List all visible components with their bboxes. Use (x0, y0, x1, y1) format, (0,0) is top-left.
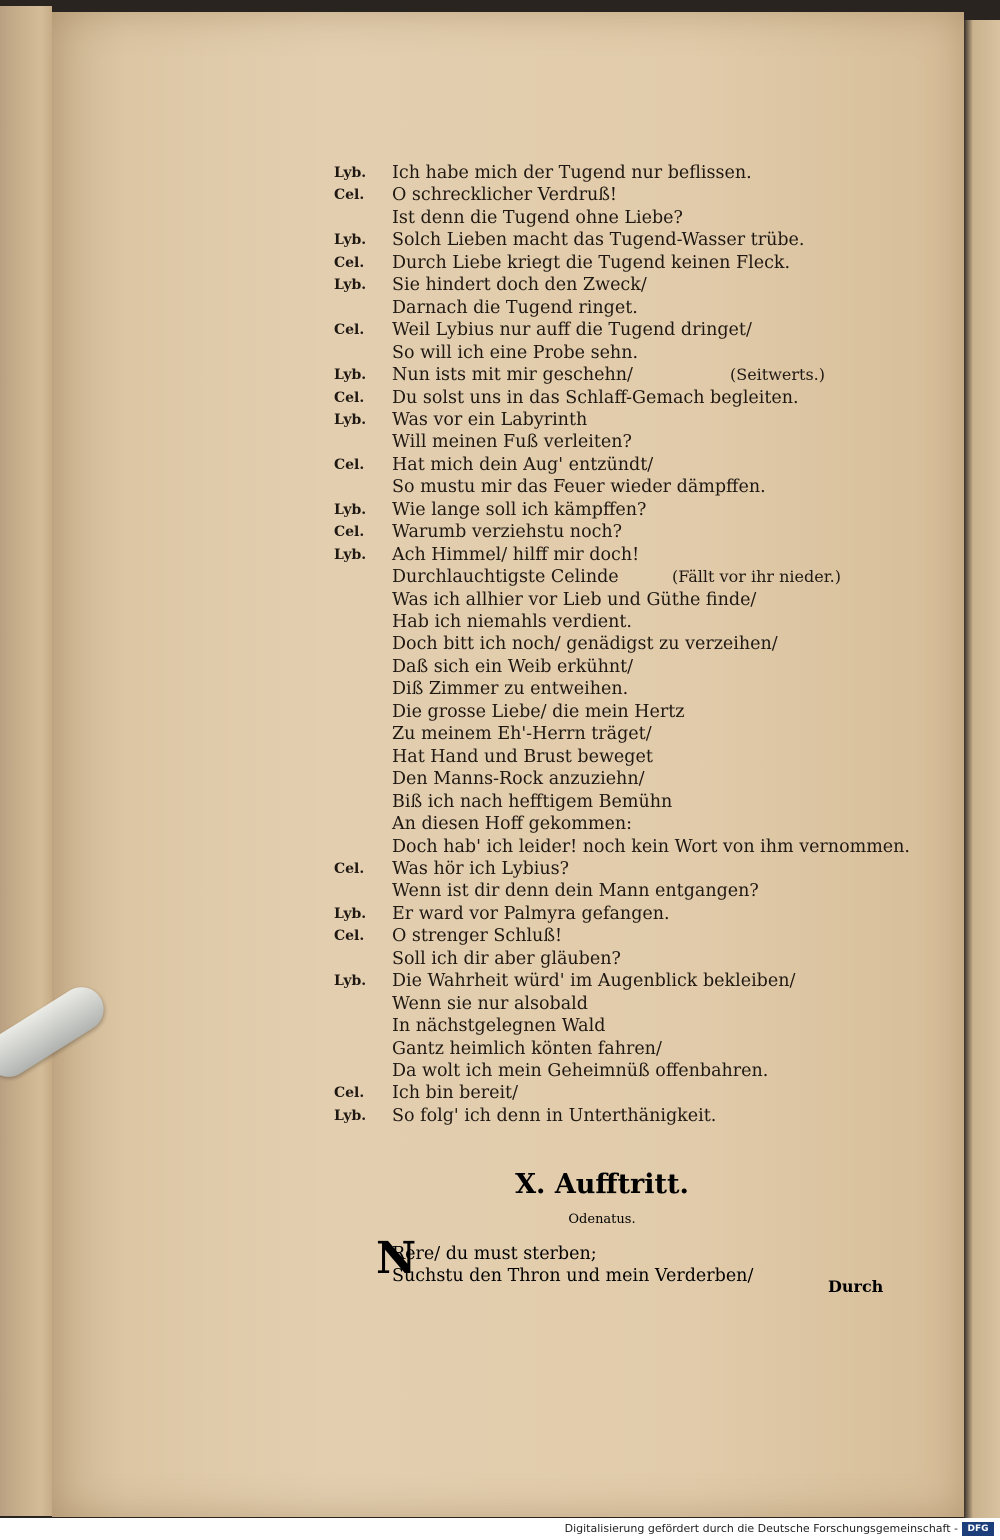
dialogue-line (52, 656, 964, 678)
line-text: Solch Lieben macht das Tugend-Wasser trübe. (392, 230, 805, 251)
line-text: Durch Liebe kriegt die Tugend keinen Fleck. (392, 252, 791, 273)
dialogue-line (52, 274, 964, 296)
line-text: Soll ich dir aber gläuben? (392, 948, 621, 969)
dialogue-line (52, 319, 964, 341)
line-text: Durchlauchtigste Celinde (392, 567, 619, 588)
speaker-label: Lyb. (334, 905, 367, 922)
dialogue-line (52, 723, 964, 745)
line-text: Was ich allhier vor Lieb und Güthe finde/ (392, 589, 757, 610)
line-text: Diß Zimmer zu entweihen. (392, 679, 629, 700)
line-text: Sie hindert doch den Zweck/ (392, 275, 647, 296)
line-text: Die grosse Liebe/ die mein Hertz (392, 701, 685, 722)
dialogue-line (52, 566, 964, 588)
speaker-label: Cel. (334, 860, 365, 877)
line-text: Ach Himmel/ hilff mir doch! (392, 544, 640, 565)
dialogue-line (52, 252, 964, 274)
dialogue-line (52, 611, 964, 633)
dialogue-line (52, 948, 964, 970)
speaker-label: Cel. (334, 524, 365, 541)
dialogue-line (52, 409, 964, 431)
speaker-label: Cel. (334, 389, 365, 406)
line-text: Weil Lybius nur auff die Tugend dringet/ (392, 320, 752, 341)
line-text: An diesen Hoff gekommen: (392, 814, 633, 835)
line-text: Du solst uns in das Schlaff-Gemach begleiten. (392, 387, 799, 408)
dialogue-line (52, 297, 964, 319)
catchword: Durch (828, 1277, 884, 1296)
speaker-label: Cel. (334, 456, 365, 473)
speaker-label: Cel. (334, 322, 365, 339)
line-text: Wenn sie nur alsobald (392, 993, 588, 1014)
stage-direction: (Seitwerts.) (730, 365, 825, 385)
line-text: So will ich eine Probe sehn. (392, 342, 639, 363)
speaker-label: Cel. (334, 928, 365, 945)
speaker-label: Lyb. (334, 367, 367, 384)
dialogue-line (52, 768, 964, 790)
page-edge-right (964, 20, 1000, 1520)
drop-cap: N (376, 1233, 417, 1284)
speaker-label: Cel. (334, 187, 365, 204)
line-text: Biß ich nach hefftigem Bemühn (392, 791, 673, 812)
line-text: Ist denn die Tugend ohne Liebe? (392, 207, 683, 228)
dialogue-line (52, 836, 964, 858)
dialogue-line (52, 342, 964, 364)
dialogue-line (52, 207, 964, 229)
line-text: So mustu mir das Feuer wieder dämpffen. (392, 477, 766, 498)
dialogue-line (52, 791, 964, 813)
line-text: Warumb verziehstu noch? (392, 522, 623, 543)
dialogue-line (52, 903, 964, 925)
dialogue-line (52, 1015, 964, 1037)
line-text: Ich bin bereit/ (392, 1083, 518, 1104)
dialogue-line (52, 364, 964, 386)
line-text: Er ward vor Palmyra gefangen. (392, 903, 670, 924)
dialogue-line (52, 746, 964, 768)
scene-line-1: Rere/ du must sterben; (392, 1244, 597, 1264)
dialogue-line (52, 499, 964, 521)
dialogue-line (52, 1082, 964, 1104)
line-text: So folg' ich denn in Unterthänigkeit. (392, 1105, 717, 1126)
dialogue-line (52, 1038, 964, 1060)
line-text: Was vor ein Labyrinth (392, 409, 588, 430)
line-text: Ich habe mich der Tugend nur beflissen. (392, 163, 752, 183)
dialogue-line (52, 1060, 964, 1082)
dialogue-line (52, 162, 964, 184)
line-text: Wenn ist dir denn dein Mann entgangen? (392, 881, 759, 902)
dialogue-line (52, 678, 964, 700)
line-text: O strenger Schluß! (392, 926, 563, 947)
dfg-logo-icon: DFG (962, 1522, 994, 1536)
line-text: O schrecklicher Verdruß! (392, 185, 617, 206)
line-text: Daß sich ein Weib erkühnt/ (392, 656, 634, 677)
dialogue-line (52, 476, 964, 498)
speaker-label: Lyb. (334, 232, 367, 249)
stage-direction: (Fällt vor ihr nieder.) (672, 567, 841, 587)
dialogue-line (52, 970, 964, 992)
line-text: Darnach die Tugend ringet. (392, 297, 638, 318)
line-text: Will meinen Fuß verleiten? (392, 432, 632, 453)
dialogue-line (52, 858, 964, 880)
scene-heading: X. Aufftritt. (515, 1169, 689, 1200)
dialogue-line (52, 880, 964, 902)
speaker-label: Lyb. (334, 501, 367, 518)
speaker-label: Lyb. (334, 973, 367, 990)
scene-character: Odenatus. (568, 1212, 636, 1227)
line-text: In nächstgelegnen Wald (392, 1016, 606, 1037)
dialogue-line (52, 589, 964, 611)
line-text: Zu meinem Eh'-Herrn träget/ (392, 724, 652, 745)
dialogue-line (52, 1105, 964, 1127)
dialogue-line (52, 701, 964, 723)
dialogue-line (52, 184, 964, 206)
line-text: Hab ich niemahls verdient. (392, 612, 632, 632)
dialogue-line (52, 454, 964, 476)
speaker-label: Lyb. (334, 411, 367, 428)
digitization-footer (0, 1518, 1000, 1540)
dialogue-line (52, 633, 964, 655)
line-text: Doch bitt ich noch/ genädigst zu verzeihen/ (392, 634, 778, 655)
speaker-label: Lyb. (334, 165, 367, 181)
line-text: Was hör ich Lybius? (392, 858, 570, 879)
dialogue-line (52, 544, 964, 566)
scene-line-2: Suchstu den Thron und mein Verderben/ (392, 1266, 754, 1286)
speaker-label: Cel. (334, 1085, 365, 1102)
speaker-label: Cel. (334, 254, 365, 271)
speaker-label: Lyb. (334, 1107, 367, 1124)
dialogue-line (52, 521, 964, 543)
dialogue-line (52, 387, 964, 409)
dialogue-line (52, 813, 964, 835)
line-text: Gantz heimlich könten fahren/ (392, 1038, 662, 1059)
line-text: Wie lange soll ich kämpffen? (392, 499, 647, 520)
speaker-label: Lyb. (334, 546, 367, 563)
speaker-label: Lyb. (334, 277, 367, 294)
book-page (52, 12, 964, 1517)
line-text: Hat Hand und Brust beweget (392, 746, 653, 767)
line-text: Nun ists mit mir geschehn/ (392, 365, 633, 386)
dialogue-line (52, 993, 964, 1015)
line-text: Den Manns-Rock anzuziehn/ (392, 769, 645, 790)
dialogue-line (52, 925, 964, 947)
footer-text: Digitalisierung gefördert durch die Deutsche Forschungsgemeinschaft - (564, 1522, 958, 1535)
line-text: Da wolt ich mein Geheimnüß offenbahren. (392, 1061, 769, 1081)
line-text: Die Wahrheit würd' im Augenblick bekleiben/ (392, 971, 796, 992)
dialogue-line (52, 431, 964, 453)
dialogue-line (52, 229, 964, 251)
line-text: Doch hab' ich leider! noch kein Wort von ihm vernommen. (392, 836, 910, 857)
page-edge-left (0, 6, 52, 1516)
line-text: Hat mich dein Aug' entzündt/ (392, 454, 654, 475)
